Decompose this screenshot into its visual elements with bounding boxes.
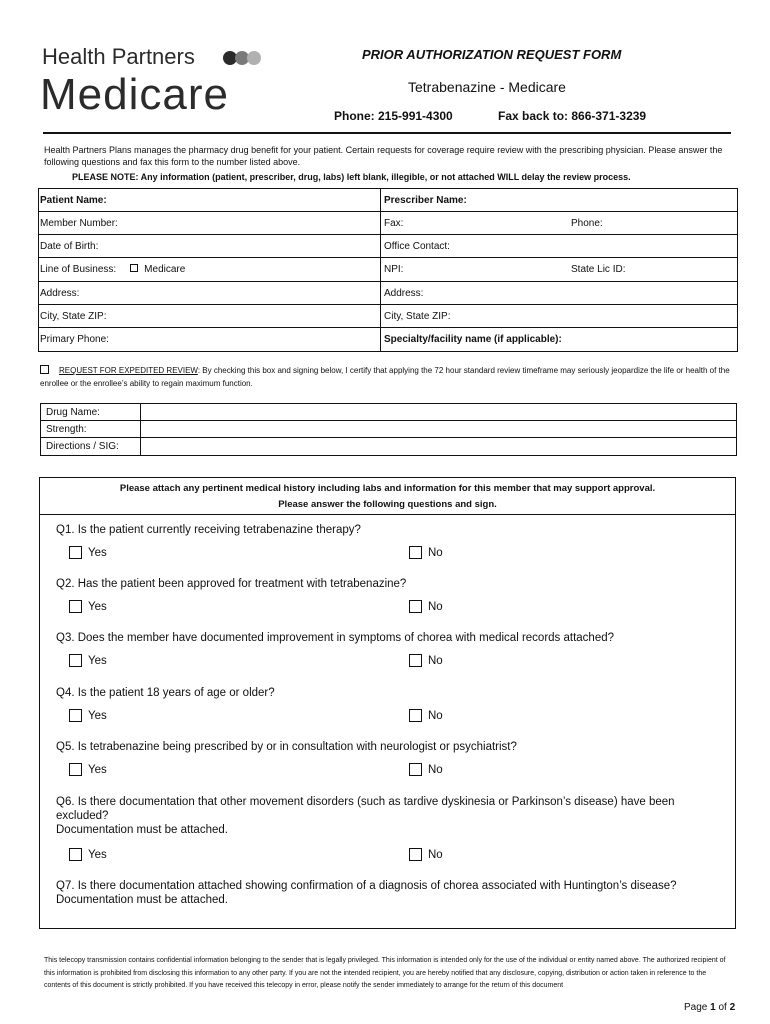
brand-product: Medicare xyxy=(40,70,229,119)
checkbox-icon xyxy=(409,848,422,861)
prescriber-name-field[interactable]: Prescriber Name: xyxy=(384,195,467,206)
page-current: 1 xyxy=(710,1002,716,1013)
form-title: PRIOR AUTHORIZATION REQUEST FORM xyxy=(362,47,622,62)
yes-label: Yes xyxy=(88,709,107,722)
intro-text: Health Partners Plans manages the pharmacy drug benefit for your patient. Certain requests for coverage require review with the prescribing physician. Please answer the following questions and fax this form to the number listed above. xyxy=(44,145,723,167)
checkbox-icon xyxy=(409,709,422,722)
page-total: 2 xyxy=(729,1002,736,1013)
member-number-field[interactable]: Member Number: xyxy=(39,212,381,234)
checkbox-icon xyxy=(409,654,422,667)
header-divider xyxy=(43,132,731,134)
expedited-review-text: : By checking this box and signing below, I certify that applying the 72 hour standard review timeframe may seriously jeopardize the life or health of the enrollee or the enrollee’s ability to regain maximum function. xyxy=(40,366,730,388)
table-row xyxy=(41,404,736,421)
table-row xyxy=(39,258,737,282)
question-6 xyxy=(56,795,716,837)
please-note: PLEASE NOTE: Any information (patient, prescriber, drug, labs) left blank, illegible, or not attached WILL delay the review process. xyxy=(72,172,631,182)
checkbox-icon xyxy=(409,546,422,559)
logo-dots-icon xyxy=(222,50,264,66)
q2-no-option[interactable] xyxy=(409,600,443,613)
yes-label: Yes xyxy=(88,654,107,667)
questions-header-line1: Please attach any pertinent medical history including labs and information for this member that may support approval. xyxy=(119,483,656,494)
patient-name-field[interactable]: Patient Name: xyxy=(39,189,381,211)
prescriber-fax-phone-cell[interactable] xyxy=(381,212,737,234)
table-row xyxy=(39,189,737,212)
fax-back-number: Fax back to: 866-371-3239 xyxy=(498,109,647,123)
npi-label: NPI: xyxy=(384,264,404,275)
table-row xyxy=(41,421,736,438)
expedited-review xyxy=(40,364,740,390)
patient-address-field[interactable]: Address: xyxy=(39,282,381,304)
npi-state-lic-cell[interactable] xyxy=(381,258,737,281)
checkbox-icon xyxy=(69,600,82,613)
no-label: No xyxy=(428,848,443,861)
directions-label: Directions / SIG: xyxy=(41,438,141,455)
q5-no-option[interactable] xyxy=(409,763,443,776)
medicare-checkbox[interactable] xyxy=(130,264,138,272)
confidentiality-notice: This telecopy transmission contains confidential information belonging to the sender that is legally privileged. This information is intended only for the use of the individual or entity named above. The authorized recipient of this information is prohibited from disclosing this information to any other party. If you are not the intended recipient, you are hereby notified that any disclosure, copying, distribution or action taken in reference to the contents of this document is strictly prohibited. If you have received this telecopy in error, please notify the sender immediately to arrange for the return of this document xyxy=(44,957,726,989)
checkbox-icon xyxy=(69,654,82,667)
phone-label: Phone: xyxy=(571,218,603,229)
drug-name-label: Drug Name: xyxy=(41,404,141,420)
prescriber-address-field[interactable]: Address: xyxy=(384,288,424,299)
primary-phone-field[interactable]: Primary Phone: xyxy=(39,328,381,351)
strength-label: Strength: xyxy=(41,421,141,437)
table-row xyxy=(39,282,737,305)
page-indicator xyxy=(684,1002,735,1013)
yes-label: Yes xyxy=(88,848,107,861)
question-6-note: Documentation must be attached. xyxy=(56,824,228,836)
page-prefix: Page xyxy=(684,1002,711,1013)
checkbox-icon xyxy=(69,546,82,559)
questions-header xyxy=(40,478,735,515)
question-5: Q5. Is tetrabenazine being prescribed by or in consultation with neurologist or psychiatrist? xyxy=(56,741,517,753)
line-of-business-label: Line of Business: xyxy=(40,264,117,275)
page-of: of xyxy=(715,1002,730,1013)
q5-yes-option[interactable] xyxy=(69,763,107,776)
yes-label: Yes xyxy=(88,600,107,613)
checkbox-icon xyxy=(69,709,82,722)
q4-yes-option[interactable] xyxy=(69,709,107,722)
q6-no-option[interactable] xyxy=(409,848,443,861)
table-row xyxy=(39,305,737,328)
question-6-text: Q6. Is there documentation that other movement disorders (such as tardive dyskinesia or Parkinson’s disease) have been excluded? xyxy=(56,796,675,822)
checkbox-icon xyxy=(409,763,422,776)
drug-title: Tetrabenazine - Medicare xyxy=(408,79,566,95)
table-row xyxy=(39,328,737,351)
q4-no-option[interactable] xyxy=(409,709,443,722)
question-4: Q4. Is the patient 18 years of age or older? xyxy=(56,687,275,699)
question-7 xyxy=(56,879,716,907)
expedited-review-checkbox[interactable] xyxy=(40,365,49,374)
q2-yes-option[interactable] xyxy=(69,600,107,613)
question-1: Q1. Is the patient currently receiving tetrabenazine therapy? xyxy=(56,524,361,536)
checkbox-icon xyxy=(409,600,422,613)
expedited-review-title: REQUEST FOR EXPEDITED REVIEW xyxy=(59,366,198,375)
drug-table xyxy=(40,403,737,456)
no-label: No xyxy=(428,709,443,722)
q3-no-option[interactable] xyxy=(409,654,443,667)
fax-label: Fax: xyxy=(384,218,404,229)
question-7-text: Q7. Is there documentation attached showing confirmation of a diagnosis of chorea associated with Huntington’s disease? xyxy=(56,880,677,892)
table-row xyxy=(41,438,736,455)
yes-label: Yes xyxy=(88,546,107,559)
office-contact-field[interactable]: Office Contact: xyxy=(384,241,450,252)
specialty-field[interactable]: Specialty/facility name (if applicable): xyxy=(384,334,562,345)
no-label: No xyxy=(428,654,443,667)
checkbox-icon xyxy=(69,848,82,861)
medicare-option-label: Medicare xyxy=(144,264,186,275)
table-row xyxy=(39,212,737,235)
no-label: No xyxy=(428,763,443,776)
questions-box xyxy=(39,477,736,929)
table-row xyxy=(39,235,737,258)
strength-field[interactable] xyxy=(141,421,736,437)
q3-yes-option[interactable] xyxy=(69,654,107,667)
checkbox-icon xyxy=(69,763,82,776)
q6-yes-option[interactable] xyxy=(69,848,107,861)
patient-prescriber-table xyxy=(38,188,738,352)
question-7-note: Documentation must be attached. xyxy=(56,894,228,906)
dob-field[interactable]: Date of Birth: xyxy=(39,235,381,257)
line-of-business-cell xyxy=(39,258,381,281)
no-label: No xyxy=(428,600,443,613)
questions-header-line2: Please answer the following questions and sign. xyxy=(278,499,497,510)
state-lic-label: State Lic ID: xyxy=(571,264,626,275)
phone-number: Phone: 215-991-4300 xyxy=(334,109,453,123)
patient-city-state-zip-field[interactable]: City, State ZIP: xyxy=(39,305,381,327)
yes-label: Yes xyxy=(88,763,107,776)
q1-no-option[interactable] xyxy=(409,546,443,559)
no-label: No xyxy=(428,546,443,559)
directions-field[interactable] xyxy=(141,438,736,455)
drug-name-field[interactable] xyxy=(141,404,736,420)
prescriber-city-state-zip-field[interactable]: City, State ZIP: xyxy=(384,311,451,322)
question-2: Q2. Has the patient been approved for treatment with tetrabenazine? xyxy=(56,578,407,590)
q1-yes-option[interactable] xyxy=(69,546,107,559)
brand-name: Health Partners xyxy=(42,44,195,69)
question-3: Q3. Does the member have documented improvement in symptoms of chorea with medical records attached? xyxy=(56,632,615,644)
